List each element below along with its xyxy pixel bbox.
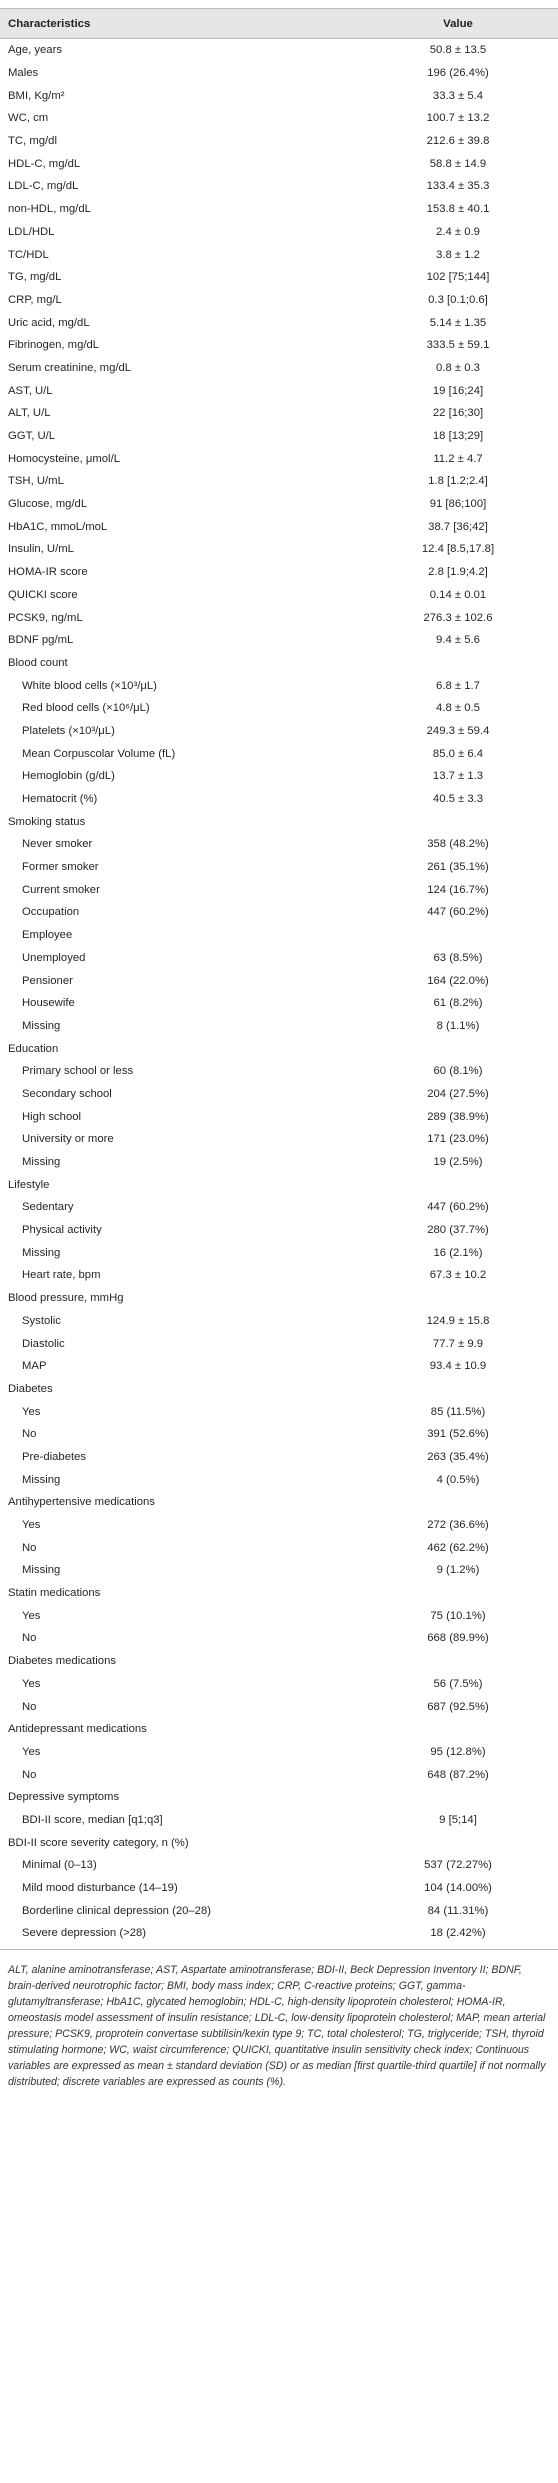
row-label: Yes	[22, 1519, 41, 1532]
row-label: Yes	[22, 1677, 41, 1690]
row-value: 58.8 ± 14.9	[429, 157, 487, 170]
row-value: 4 (0.5%)	[436, 1473, 480, 1486]
table-row	[0, 788, 558, 811]
row-value: 100.7 ± 13.2	[426, 112, 490, 125]
row-label: Mean Corpuscolar Volume (fL)	[22, 747, 176, 760]
row-label: Hematocrit (%)	[22, 793, 98, 806]
table-row	[0, 652, 558, 675]
row-label: Pre-diabetes	[22, 1450, 87, 1463]
row-label: White blood cells (×10³/μL)	[22, 679, 157, 692]
row-label: TC/HDL	[8, 248, 49, 261]
row-label: Antihypertensive medications	[8, 1496, 155, 1509]
row-label: Homocysteine, μmol/L	[8, 452, 120, 465]
row-value: 33.3 ± 5.4	[432, 89, 484, 102]
row-label: Education	[8, 1042, 59, 1055]
row-value: 93.4 ± 10.9	[429, 1360, 487, 1373]
row-label: No	[22, 1768, 37, 1781]
row-value: 212.6 ± 39.8	[426, 135, 490, 148]
row-value: 391 (52.6%)	[427, 1428, 489, 1441]
row-value: 85.0 ± 6.4	[432, 747, 484, 760]
row-value: 6.8 ± 1.7	[436, 679, 480, 692]
row-label: Serum creatinine, mg/dL	[8, 361, 132, 374]
table-row	[0, 606, 558, 629]
row-value: 124 (16.7%)	[427, 883, 489, 896]
row-label: Mild mood disturbance (14–19)	[22, 1882, 178, 1895]
row-label: University or more	[22, 1133, 114, 1146]
row-label: Missing	[22, 1473, 61, 1486]
row-label: Red blood cells (×10⁶/μL)	[22, 702, 150, 715]
row-value: 648 (87.2%)	[427, 1768, 489, 1781]
row-value: 272 (36.6%)	[427, 1519, 489, 1532]
table-row	[0, 1241, 558, 1264]
row-label: No	[22, 1700, 37, 1713]
row-value: 333.5 ± 59.1	[426, 339, 490, 352]
row-value: 9 (1.2%)	[436, 1564, 480, 1577]
table-row	[0, 1378, 558, 1401]
row-label: Former smoker	[22, 861, 99, 874]
row-value: 289 (38.9%)	[427, 1110, 489, 1123]
row-value: 2.8 [1.9;4.2]	[428, 566, 488, 579]
row-label: Heart rate, bpm	[22, 1269, 101, 1282]
row-value: 447 (60.2%)	[427, 1201, 489, 1214]
row-label: Diastolic	[22, 1337, 65, 1350]
table-row	[0, 1468, 558, 1491]
table-row	[0, 266, 558, 289]
table-row	[0, 697, 558, 720]
row-label: CRP, mg/L	[8, 293, 62, 306]
row-value: 91 [86;100]	[429, 498, 487, 511]
table-row	[0, 947, 558, 970]
row-label: Missing	[22, 1156, 61, 1169]
row-label: TG, mg/dL	[8, 271, 62, 284]
row-label: Smoking status	[8, 815, 86, 828]
row-label: Diabetes	[8, 1382, 53, 1395]
row-label: MAP	[22, 1360, 47, 1373]
row-label: Never smoker	[22, 838, 93, 851]
row-value: 67.3 ± 10.2	[429, 1269, 487, 1282]
table-row	[0, 1559, 558, 1582]
row-value: 16 (2.1%)	[433, 1246, 483, 1259]
row-label: High school	[22, 1110, 82, 1123]
row-label: Missing	[22, 1246, 61, 1259]
table-row	[0, 447, 558, 470]
row-value: 40.5 ± 3.3	[432, 793, 484, 806]
row-label: BDI-II score severity category, n (%)	[8, 1836, 189, 1849]
characteristics-table	[0, 8, 558, 2090]
table-row	[0, 1128, 558, 1151]
row-value: 249.3 ± 59.4	[426, 724, 490, 737]
row-label: Missing	[22, 1564, 61, 1577]
row-label: Lifestyle	[8, 1178, 50, 1191]
table-row	[0, 1173, 558, 1196]
row-value: 19 [16;24]	[432, 384, 484, 397]
table-row	[0, 243, 558, 266]
table-row	[0, 1037, 558, 1060]
row-value: 537 (72.27%)	[424, 1859, 492, 1872]
row-label: Missing	[22, 1019, 61, 1032]
table-row	[0, 1718, 558, 1741]
row-value: 4.8 ± 0.5	[436, 702, 480, 715]
table-row	[0, 334, 558, 357]
row-label: AST, U/L	[8, 384, 53, 397]
row-label: No	[22, 1428, 37, 1441]
row-label: Platelets (×10³/μL)	[22, 724, 115, 737]
row-label: No	[22, 1632, 37, 1645]
table-row	[0, 198, 558, 221]
row-value: 60 (8.1%)	[433, 1065, 483, 1078]
row-value: 164 (22.0%)	[427, 974, 489, 987]
row-label: BMI, Kg/m²	[8, 89, 65, 102]
row-value: 13.7 ± 1.3	[432, 770, 484, 783]
table-row	[0, 402, 558, 425]
row-value: 2.4 ± 0.9	[436, 225, 480, 238]
table-row	[0, 1015, 558, 1038]
row-label: Systolic	[22, 1314, 61, 1327]
row-label: Minimal (0–13)	[22, 1859, 97, 1872]
table-row	[0, 84, 558, 107]
table-row	[0, 720, 558, 743]
row-value: 50.8 ± 13.5	[429, 44, 487, 57]
table-bottom-rule	[0, 1949, 558, 1950]
table-row	[0, 107, 558, 130]
row-label: Blood count	[8, 656, 68, 669]
row-label: Pensioner	[22, 974, 73, 987]
table-row	[0, 765, 558, 788]
row-label: Yes	[22, 1405, 41, 1418]
row-label: Males	[8, 67, 39, 80]
row-value: 5.14 ± 1.35	[429, 316, 487, 329]
row-value: 8 (1.1%)	[436, 1019, 480, 1032]
table-row	[0, 1423, 558, 1446]
table-row	[0, 221, 558, 244]
table-row	[0, 1400, 558, 1423]
row-value: 263 (35.4%)	[427, 1450, 489, 1463]
row-value: 0.8 ± 0.3	[436, 361, 480, 374]
table-row	[0, 152, 558, 175]
row-value: 276.3 ± 102.6	[423, 611, 493, 624]
row-value: 18 (2.42%)	[430, 1927, 486, 1940]
row-label: TC, mg/dl	[8, 135, 57, 148]
table-row	[0, 1627, 558, 1650]
table-row	[0, 969, 558, 992]
row-label: Borderline clinical depression (20–28)	[22, 1904, 212, 1917]
row-value: 0.3 [0.1;0.6]	[428, 293, 488, 306]
row-label: QUICKI score	[8, 588, 78, 601]
table-row	[0, 289, 558, 312]
row-label: LDL-C, mg/dL	[8, 180, 79, 193]
table-row	[0, 470, 558, 493]
row-label: Glucose, mg/dL	[8, 498, 88, 511]
table-row	[0, 584, 558, 607]
table-row	[0, 833, 558, 856]
table-row	[0, 515, 558, 538]
table-row	[0, 1491, 558, 1514]
row-label: HbA1C, mmoL/moL	[8, 520, 108, 533]
table-header	[0, 8, 558, 39]
row-value: 280 (37.7%)	[427, 1224, 489, 1237]
row-label: PCSK9, ng/mL	[8, 611, 83, 624]
table-row	[0, 1105, 558, 1128]
row-value: 22 [16;30]	[432, 407, 484, 420]
table-footnote: ALT, alanine aminotransferase; AST, Aspartate aminotransferase; BDI-II, Beck Depression Inventory II; BDNF, brain-derived neurotrophic factor; BMI, body mass index; CRP, C-reactive proteins; GGT, gamma-glutamyltransferase; HbA1C, glycated hemoglobin; HDL-C, high-density lipoprotein cholesterol; HOMA-IR, omeostasis model assessment of insulin resistance; LDL-C, low-density lipoprotein cholesterol; MAP, mean arterial pressure; PCSK9, proprotein convertase subtilisin/kexin type 9; TC, total cholesterol; TG, triglyceride; TSH, thyroid stimulating hormone; WC, waist circumference; QUICKI, quantitative insulin sensitivity check index; Continuous variables are expressed as mean ± standard deviation (SD) or as median [first quartile-third quartile] if not normally distributed; discrete variables are expressed as counts (%).	[8, 1963, 546, 2088]
table-row	[0, 1514, 558, 1537]
row-value: 171 (23.0%)	[427, 1133, 489, 1146]
row-value: 0.14 ± 0.01	[429, 588, 487, 601]
row-label: Antidepressant medications	[8, 1723, 147, 1736]
table-row	[0, 175, 558, 198]
row-label: GGT, U/L	[8, 430, 56, 443]
table-row	[0, 629, 558, 652]
table-row	[0, 1219, 558, 1242]
table-row	[0, 1877, 558, 1900]
row-label: Depressive symptoms	[8, 1791, 120, 1804]
row-label: BDNF pg/mL	[8, 634, 74, 647]
row-value: 447 (60.2%)	[427, 906, 489, 919]
row-label: non-HDL, mg/dL	[8, 203, 91, 216]
table-row	[0, 1355, 558, 1378]
row-value: 1.8 [1.2;2.4]	[428, 475, 488, 488]
table-row	[0, 856, 558, 879]
header-value: Value	[443, 17, 473, 30]
row-label: Yes	[22, 1609, 41, 1622]
row-value: 3.8 ± 1.2	[436, 248, 480, 261]
row-value: 61 (8.2%)	[433, 997, 483, 1010]
table-row	[0, 561, 558, 584]
row-value: 77.7 ± 9.9	[432, 1337, 484, 1350]
table-row	[0, 62, 558, 85]
table-row	[0, 493, 558, 516]
row-value: 85 (11.5%)	[430, 1405, 486, 1418]
table-row	[0, 357, 558, 380]
table-row	[0, 130, 558, 153]
row-value: 11.2 ± 4.7	[433, 452, 483, 465]
row-label: Statin medications	[8, 1587, 101, 1600]
row-value: 9 [5;14]	[439, 1813, 477, 1826]
table-row	[0, 1741, 558, 1764]
table-row	[0, 901, 558, 924]
row-label: Uric acid, mg/dL	[8, 316, 90, 329]
table-row	[0, 1151, 558, 1174]
table-row	[0, 992, 558, 1015]
row-value: 668 (89.9%)	[427, 1632, 489, 1645]
row-value: 56 (7.5%)	[433, 1677, 483, 1690]
table-row	[0, 1786, 558, 1809]
table-row	[0, 1673, 558, 1696]
row-value: 358 (48.2%)	[427, 838, 489, 851]
row-label: WC, cm	[8, 112, 49, 125]
header-characteristics: Characteristics	[8, 17, 91, 30]
row-label: Current smoker	[22, 883, 100, 896]
table-row	[0, 1264, 558, 1287]
table-row	[0, 311, 558, 334]
row-value: 38.7 [36;42]	[428, 520, 488, 533]
row-value: 19 (2.5%)	[433, 1156, 483, 1169]
table-row	[0, 425, 558, 448]
row-label: Occupation	[22, 906, 80, 919]
row-value: 95 (12.8%)	[430, 1745, 486, 1758]
table-row	[0, 810, 558, 833]
table-row	[0, 1809, 558, 1832]
table-body	[0, 39, 558, 1945]
row-value: 12.4 [8.5,17.8]	[421, 543, 495, 556]
row-label: Unemployed	[22, 951, 86, 964]
table-row	[0, 1695, 558, 1718]
row-label: Fibrinogen, mg/dL	[8, 339, 100, 352]
table-row	[0, 1310, 558, 1333]
table-row	[0, 674, 558, 697]
row-value: 133.4 ± 35.3	[426, 180, 490, 193]
table-row	[0, 1083, 558, 1106]
row-label: ALT, U/L	[8, 407, 51, 420]
table-row	[0, 1763, 558, 1786]
row-label: TSH, U/mL	[8, 475, 64, 488]
table-row	[0, 1582, 558, 1605]
row-label: Severe depression (>28)	[22, 1927, 147, 1940]
row-label: Physical activity	[22, 1224, 102, 1237]
row-label: Diabetes medications	[8, 1655, 117, 1668]
row-label: Hemoglobin (g/dL)	[22, 770, 115, 783]
table-row	[0, 1604, 558, 1627]
row-label: Sedentary	[22, 1201, 74, 1214]
row-label: HOMA-IR score	[8, 566, 88, 579]
table-row	[0, 1650, 558, 1673]
row-label: Yes	[22, 1745, 41, 1758]
row-value: 63 (8.5%)	[433, 951, 483, 964]
table-row	[0, 538, 558, 561]
table-row	[0, 1446, 558, 1469]
table-row	[0, 1899, 558, 1922]
row-value: 462 (62.2%)	[427, 1541, 489, 1554]
row-label: Insulin, U/mL	[8, 543, 74, 556]
table-row	[0, 1060, 558, 1083]
row-value: 104 (14.00%)	[424, 1882, 492, 1895]
row-value: 204 (27.5%)	[427, 1087, 489, 1100]
row-value: 84 (11.31%)	[427, 1904, 489, 1917]
row-label: Secondary school	[22, 1087, 112, 1100]
table-row	[0, 1831, 558, 1854]
row-value: 75 (10.1%)	[430, 1609, 486, 1622]
table-row	[0, 878, 558, 901]
row-label: Age, years	[8, 44, 63, 57]
table-row	[0, 1536, 558, 1559]
row-value: 196 (26.4%)	[427, 67, 489, 80]
row-label: No	[22, 1541, 37, 1554]
row-value: 9.4 ± 5.6	[436, 634, 480, 647]
row-value: 102 [75;144]	[426, 271, 490, 284]
table-row	[0, 1922, 558, 1945]
table-row	[0, 1332, 558, 1355]
row-label: LDL/HDL	[8, 225, 55, 238]
row-label: BDI-II score, median [q1;q3]	[22, 1813, 163, 1826]
row-value: 124.9 ± 15.8	[426, 1314, 490, 1327]
table-row	[0, 39, 558, 62]
row-label: Primary school or less	[22, 1065, 134, 1078]
row-value: 261 (35.1%)	[427, 861, 489, 874]
table-row	[0, 1854, 558, 1877]
table-row	[0, 1287, 558, 1310]
table-row	[0, 1196, 558, 1219]
row-label: Housewife	[22, 997, 75, 1010]
row-label: Employee	[22, 929, 73, 942]
table-row	[0, 924, 558, 947]
row-label: HDL-C, mg/dL	[8, 157, 81, 170]
row-value: 153.8 ± 40.1	[426, 203, 490, 216]
table-row	[0, 742, 558, 765]
row-value: 687 (92.5%)	[427, 1700, 489, 1713]
row-value: 18 [13;29]	[432, 430, 484, 443]
table-row	[0, 379, 558, 402]
row-label: Blood pressure, mmHg	[8, 1292, 124, 1305]
